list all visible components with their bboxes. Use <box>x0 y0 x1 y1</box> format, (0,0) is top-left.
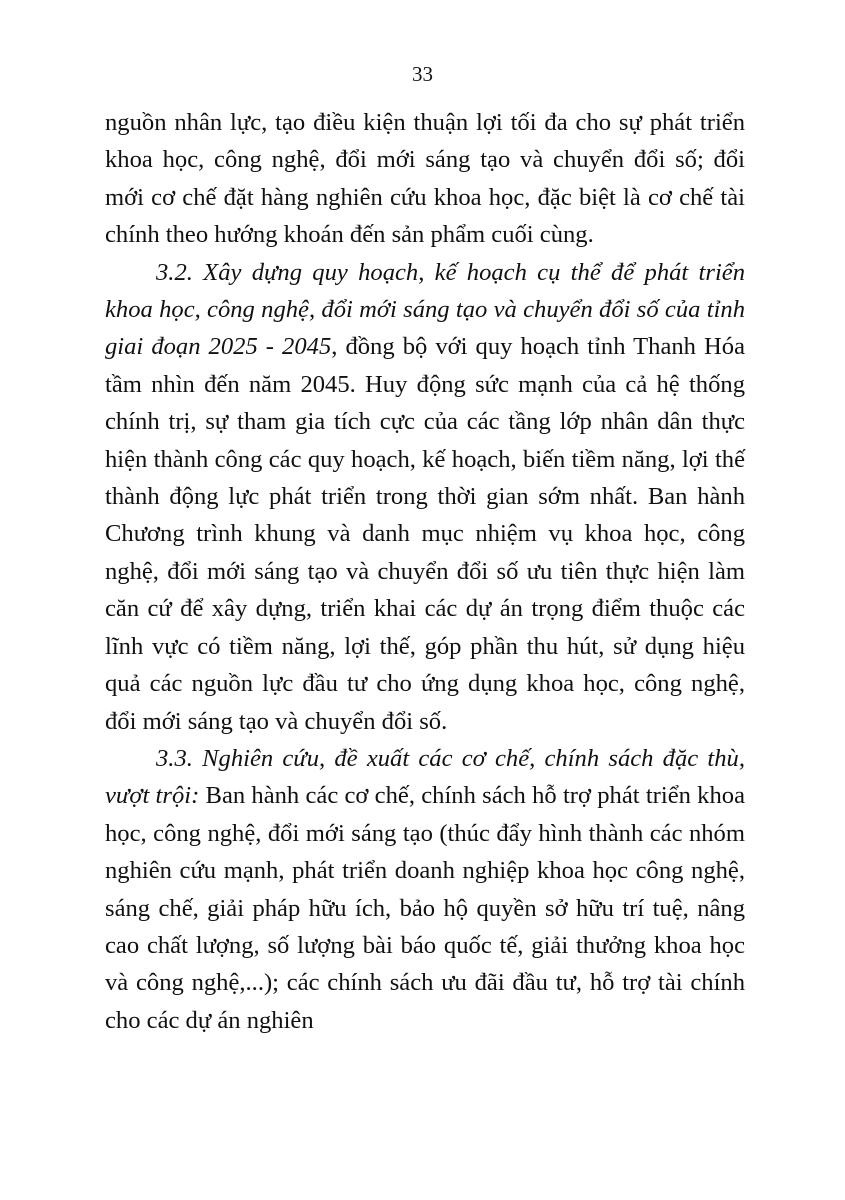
paragraph-continuation <box>105 104 745 254</box>
page-number: 33 <box>412 62 433 86</box>
paragraph-text: , đồng bộ với quy hoạch tỉnh Thanh Hóa tầm nhìn đến năm 2045. Huy động sức mạnh của cả hệ thống chính trị, sự tham gia tích cực của các tầng lớp nhân dân thực hiện thành công các quy hoạch, kế hoạch, biến tiềm năng, lợi thế thành động lực phát triển trong thời gian sớm nhất. Ban hành Chương trình khung và danh mục nhiệm vụ khoa học, công nghệ, đổi mới sáng tạo và chuyển đổi số ưu tiên thực hiện làm căn cứ để xây dựng, triển khai các dự án trọng điểm thuộc các lĩnh vực có tiềm năng, lợi thế, góp phần thu hút, sử dụng hiệu quả các nguồn lực đầu tư cho ứng dụng khoa học, công nghệ, đổi mới sáng tạo và chuyển đổi số. <box>105 333 746 735</box>
section-heading-3-3: 3.3. Nghiên cứu, đề xuất các cơ chế, chính sách đặc thù, vượt trội: <box>105 744 745 810</box>
body-text <box>105 104 745 1039</box>
paragraph-text: nguồn nhân lực, tạo điều kiện thuận lợi tối đa cho sự phát triển khoa học, công nghệ, đổi mới sáng tạo và chuyển đổi số; đổi mới cơ chế đặt hàng nghiên cứu khoa học, đặc biệt là cơ chế tài chính theo hướng khoán đến sản phẩm cuối cùng. <box>105 109 745 249</box>
paragraph-section-3-3 <box>105 740 745 1039</box>
paragraph-section-3-2 <box>105 254 745 740</box>
paragraph-text: Ban hành các cơ chế, chính sách hỗ trợ phát triển khoa học, công nghệ, đổi mới sáng tạo (thúc đẩy hình thành các nhóm nghiên cứu mạnh, phát triển doanh nghiệp khoa học công nghệ, sáng chế, giải pháp hữu ích, bảo hộ quyền sở hữu trí tuệ, nâng cao chất lượng, số lượng bài báo quốc tế, giải thưởng khoa học và công nghệ,...); các chính sách ưu đãi đầu tư, hỗ trợ tài chính cho các dự án nghiên <box>105 782 745 1034</box>
section-heading-3-2: 3.2. Xây dựng quy hoạch, kế hoạch cụ thể để phát triển khoa học, công nghệ, đổi mới sáng tạo và chuyển đổi số của tỉnh giai đoạn 2025 - 2045 <box>105 258 745 361</box>
